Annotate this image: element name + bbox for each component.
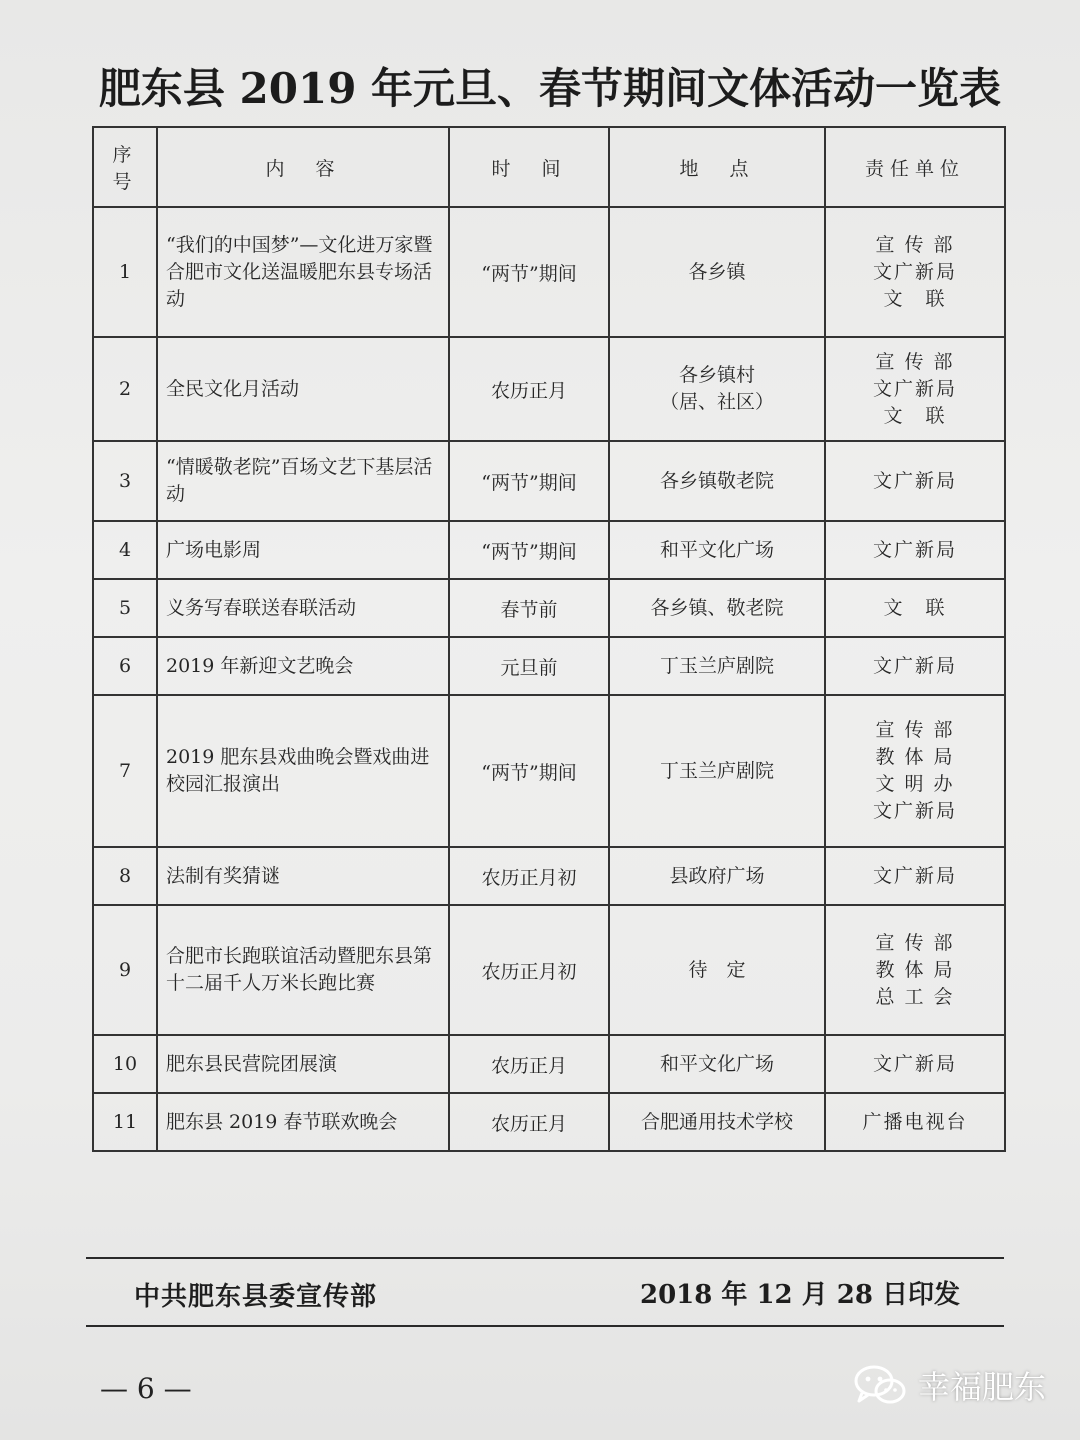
- place-line: 和平文化广场: [659, 538, 774, 561]
- place-line: 待 定: [688, 958, 746, 981]
- document-title: 肥东县 2019 年元旦、春节期间文体活动一览表: [98, 64, 1002, 113]
- unit-line: 教 体 局: [875, 958, 955, 981]
- unit-line: 宣 传 部: [875, 350, 955, 373]
- place-line: 和平文化广场: [659, 1052, 774, 1075]
- place-line: （居、社区）: [659, 391, 774, 413]
- footer-bottom-rule: [86, 1325, 1004, 1327]
- place-line: 县政府广场: [669, 864, 765, 887]
- unit-line: 宣 传 部: [875, 931, 955, 954]
- table-row: [93, 441, 1005, 521]
- unit-line: 文 联: [883, 596, 947, 619]
- watermark: [852, 1362, 1046, 1408]
- unit-line: 总 工 会: [875, 985, 955, 1008]
- row-time: “两节”期间: [449, 521, 609, 579]
- row-time: 农历正月初: [449, 847, 609, 905]
- row-content: 2019 肥东县戏曲晚会暨戏曲进校园汇报演出: [157, 695, 449, 847]
- row-responsible-unit: [825, 1035, 1005, 1093]
- row-number: 9: [93, 905, 157, 1035]
- unit-line: 宣 传 部: [875, 719, 955, 741]
- row-responsible-unit: [825, 1093, 1005, 1151]
- table-row: [93, 637, 1005, 695]
- row-responsible-unit: [825, 337, 1005, 441]
- row-number: 10: [93, 1035, 157, 1093]
- table-row: [93, 1035, 1005, 1093]
- row-responsible-unit: [825, 521, 1005, 579]
- row-responsible-unit: [825, 579, 1005, 637]
- table-row: [93, 1093, 1005, 1151]
- column-header-no: 序号: [93, 127, 157, 207]
- row-number: 7: [93, 695, 157, 847]
- unit-line: 广播电视台: [862, 1110, 968, 1133]
- row-time: 元旦前: [449, 637, 609, 695]
- row-responsible-unit: [825, 441, 1005, 521]
- unit-line: 文广新局: [872, 260, 957, 283]
- table-row: [93, 579, 1005, 637]
- column-header-place: 地 点: [609, 127, 825, 207]
- row-place: [609, 905, 825, 1035]
- row-content: 肥东县 2019 春节联欢晚会: [157, 1093, 449, 1151]
- unit-line: 文广新局: [872, 1052, 957, 1075]
- column-header-unit: 责任单位: [825, 127, 1005, 207]
- unit-line: 教 体 局: [875, 746, 955, 768]
- row-content: 全民文化月活动: [157, 337, 449, 441]
- row-number: 8: [93, 847, 157, 905]
- table-row: [93, 337, 1005, 441]
- column-header-time: 时 间: [449, 127, 609, 207]
- place-line: 合肥通用技术学校: [640, 1110, 793, 1133]
- row-time: “两节”期间: [449, 695, 609, 847]
- table-row: [93, 207, 1005, 337]
- unit-line: 文广新局: [872, 800, 957, 822]
- unit-line: 文广新局: [872, 377, 957, 400]
- unit-line: 文广新局: [872, 538, 957, 561]
- table-row: [93, 695, 1005, 847]
- footer-organization: 中共肥东县委宣传部: [134, 1282, 378, 1312]
- row-time: “两节”期间: [449, 441, 609, 521]
- row-number: 4: [93, 521, 157, 579]
- row-number: 2: [93, 337, 157, 441]
- row-responsible-unit: [825, 637, 1005, 695]
- row-place: [609, 337, 825, 441]
- row-place: [609, 579, 825, 637]
- row-place: [609, 695, 825, 847]
- row-responsible-unit: [825, 905, 1005, 1035]
- row-content: “情暖敬老院”百场文艺下基层活动: [157, 441, 449, 521]
- row-time: 农历正月初: [449, 905, 609, 1035]
- row-time: 春节前: [449, 579, 609, 637]
- row-content: 广场电影周: [157, 521, 449, 579]
- place-line: 各乡镇敬老院: [659, 469, 774, 492]
- schedule-table-body: [93, 207, 1005, 1151]
- row-content: “我们的中国梦”—文化进万家暨合肥市文化送温暖肥东县专场活动: [157, 207, 449, 337]
- row-content: 义务写春联送春联活动: [157, 579, 449, 637]
- row-responsible-unit: [825, 847, 1005, 905]
- unit-line: 文广新局: [872, 469, 957, 492]
- place-line: 各乡镇、敬老院: [650, 596, 784, 619]
- row-place: [609, 637, 825, 695]
- row-place: [609, 207, 825, 337]
- row-place: [609, 521, 825, 579]
- row-content: 法制有奖猜谜: [157, 847, 449, 905]
- table-row: [93, 521, 1005, 579]
- watermark-text: 幸福肥东: [917, 1368, 1046, 1406]
- row-number: 3: [93, 441, 157, 521]
- place-line: 丁玉兰庐剧院: [659, 759, 774, 782]
- place-line: 丁玉兰庐剧院: [659, 654, 774, 677]
- place-line: 各乡镇村: [678, 364, 755, 386]
- table-row: [93, 847, 1005, 905]
- row-place: [609, 1035, 825, 1093]
- table-header-row: [93, 127, 1005, 207]
- column-header-content: 内 容: [157, 127, 449, 207]
- row-place: [609, 441, 825, 521]
- row-content: 合肥市长跑联谊活动暨肥东县第十二届千人万米长跑比赛: [157, 905, 449, 1035]
- row-responsible-unit: [825, 207, 1005, 337]
- unit-line: 文 联: [883, 287, 947, 310]
- row-time: 农历正月: [449, 337, 609, 441]
- row-number: 6: [93, 637, 157, 695]
- row-place: [609, 847, 825, 905]
- row-number: 1: [93, 207, 157, 337]
- table-row: [93, 905, 1005, 1035]
- row-time: “两节”期间: [449, 207, 609, 337]
- row-number: 5: [93, 579, 157, 637]
- unit-line: 宣 传 部: [875, 233, 955, 256]
- row-content: 2019 年新迎文艺晚会: [157, 637, 449, 695]
- unit-line: 文广新局: [872, 864, 957, 887]
- row-number: 11: [93, 1093, 157, 1151]
- row-time: 农历正月: [449, 1093, 609, 1151]
- wechat-icon: [852, 1363, 908, 1407]
- row-content: 肥东县民营院团展演: [157, 1035, 449, 1093]
- row-place: [609, 1093, 825, 1151]
- unit-line: 文 明 办: [875, 773, 955, 795]
- schedule-table: [92, 126, 1006, 1152]
- footer-top-rule: [86, 1257, 1004, 1259]
- footer-print-date: 2018 年 12 月 28 日印发: [640, 1280, 960, 1310]
- row-responsible-unit: [825, 695, 1005, 847]
- row-time: 农历正月: [449, 1035, 609, 1093]
- unit-line: 文 联: [883, 404, 947, 427]
- page-number: — 6 —: [100, 1372, 192, 1405]
- place-line: 各乡镇: [688, 260, 746, 283]
- unit-line: 文广新局: [872, 654, 957, 677]
